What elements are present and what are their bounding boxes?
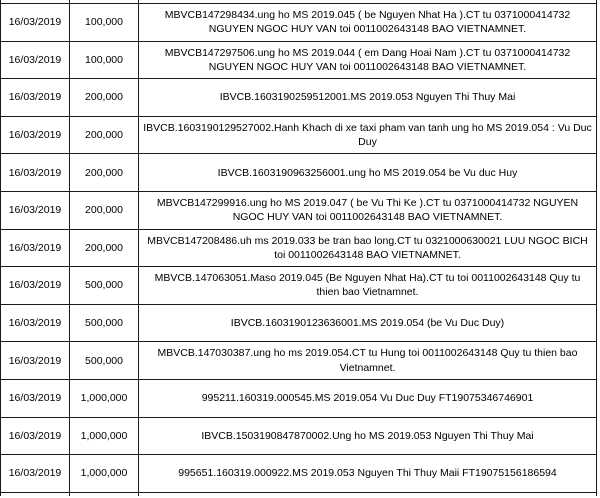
table-row xyxy=(1,116,597,154)
date-cell: 16/03/2019 xyxy=(1,267,70,305)
description-cell: IBVCB.1603190963256001.ung ho MS 2019.054 be Vu duc Huy xyxy=(139,154,597,192)
empty-cell xyxy=(139,492,597,496)
table-row xyxy=(1,267,597,305)
amount-cell: 200,000 xyxy=(70,154,139,192)
date-cell: 16/03/2019 xyxy=(1,191,70,229)
table-row xyxy=(1,191,597,229)
date-cell: 16/03/2019 xyxy=(1,41,70,79)
table-row xyxy=(1,342,597,380)
date-cell: 16/03/2019 xyxy=(1,229,70,267)
description-cell: 995211.160319.000545.MS 2019.054 Vu Duc Duy FT19075346746901 xyxy=(139,379,597,417)
empty-cell xyxy=(70,492,139,496)
description-cell: MBVCB.147063051.Maso 2019.045 (Be Nguyen Nhat Ha).CT tu toi 0011002643148 Quy tu thien bao Vietnamnet. xyxy=(139,267,597,305)
table-row xyxy=(1,417,597,455)
description-cell: IBVCB.1603190123636001.MS 2019.054 (be Vu Duc Duy) xyxy=(139,304,597,342)
amount-cell: 1,000,000 xyxy=(70,379,139,417)
description-cell: MBVCB.147030387.ung ho ms 2019.054.CT tu Hung toi 0011002643148 Quy tu thien bao Vietnamnet. xyxy=(139,342,597,380)
date-cell: 16/03/2019 xyxy=(1,417,70,455)
empty-cell xyxy=(1,492,70,496)
date-cell: 16/03/2019 xyxy=(1,342,70,380)
date-cell: 16/03/2019 xyxy=(1,116,70,154)
description-cell: MBVCB147299916.ung ho MS 2019.047 ( be Vu Thi Ke ).CT tu 0371000414732 NGUYEN NGOC HUY VAN toi 0011002643148 BAO VIETNAMNET. xyxy=(139,191,597,229)
description-cell: IBVCB.1603190259512001.MS 2019.053 Nguyen Thi Thuy Mai xyxy=(139,79,597,117)
amount-cell: 200,000 xyxy=(70,79,139,117)
description-cell: MBVCB147208486.uh ms 2019.033 be tran bao long.CT tu 0321000630021 LUU NGOC BICH toi 0011002643148 BAO VIETNAMNET. xyxy=(139,229,597,267)
table-row xyxy=(1,455,597,493)
table-row xyxy=(1,41,597,79)
description-cell: MBVCB147297506.ung ho MS 2019.044 ( em Dang Hoai Nam ).CT tu 0371000414732 NGUYEN NGOC HUY VAN toi 0011002643148 BAO VIETNAMNET. xyxy=(139,41,597,79)
date-cell: 16/03/2019 xyxy=(1,154,70,192)
description-cell: IBVCB.1603190129527002.Hanh Khach di xe taxi pham van tanh ung ho MS 2019.054 : Vu Duc Duy xyxy=(139,116,597,154)
date-cell: 16/03/2019 xyxy=(1,4,70,42)
table-row xyxy=(1,4,597,42)
table-row xyxy=(1,304,597,342)
amount-cell: 500,000 xyxy=(70,342,139,380)
transaction-table-body xyxy=(1,0,597,496)
amount-cell: 200,000 xyxy=(70,229,139,267)
date-cell: 16/03/2019 xyxy=(1,379,70,417)
amount-cell: 500,000 xyxy=(70,304,139,342)
amount-cell: 500,000 xyxy=(70,267,139,305)
description-cell: MBVCB147298434.ung ho MS 2019.045 ( be Nguyen Nhat Ha ).CT tu 0371000414732 NGUYEN NGOC HUY VAN toi 0011002643148 BAO VIETNAMNET. xyxy=(139,4,597,42)
date-cell: 16/03/2019 xyxy=(1,304,70,342)
table-row xyxy=(1,229,597,267)
table-row xyxy=(1,79,597,117)
amount-cell: 100,000 xyxy=(70,41,139,79)
description-cell: IBVCB.1503190847870002.Ung ho MS 2019.053 Nguyen Thi Thuy Mai xyxy=(139,417,597,455)
table-row xyxy=(1,154,597,192)
amount-cell: 200,000 xyxy=(70,116,139,154)
date-cell: 16/03/2019 xyxy=(1,455,70,493)
amount-cell: 1,000,000 xyxy=(70,417,139,455)
amount-cell: 100,000 xyxy=(70,4,139,42)
amount-cell: 200,000 xyxy=(70,191,139,229)
description-cell: 995651.160319.000922.MS 2019.053 Nguyen Thi Thuy Maii FT19075156186594 xyxy=(139,455,597,493)
amount-cell: 1,000,000 xyxy=(70,455,139,493)
table-row xyxy=(1,379,597,417)
date-cell: 16/03/2019 xyxy=(1,79,70,117)
partial-row-bottom xyxy=(1,492,597,496)
